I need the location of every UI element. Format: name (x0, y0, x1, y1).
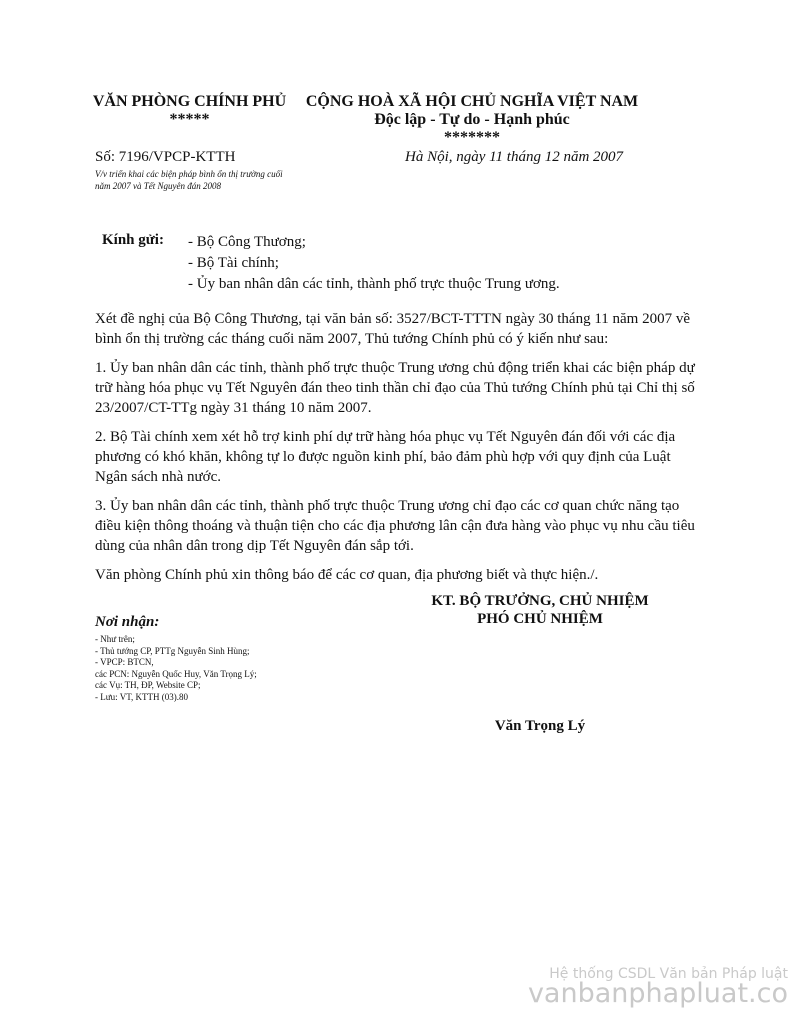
signature-block (430, 592, 650, 628)
document-number: Số: 7196/VPCP-KTTH (95, 149, 236, 165)
organization-name: VĂN PHÒNG CHÍNH PHỦ (92, 93, 287, 110)
distribution-item: - Lưu: VT, KTTH (03).80 (95, 691, 189, 702)
distribution-item: các Vụ: TH, ĐP, Website CP; (95, 680, 201, 690)
signature-position: PHÓ CHỦ NHIỆM (477, 611, 603, 627)
recipient-item: - Bộ Tài chính; (188, 255, 279, 271)
recipient-item: - Bộ Công Thương; (188, 234, 306, 250)
motto-stars: ******* (444, 129, 500, 146)
distribution-item: - VPCP: BTCN, (95, 657, 154, 667)
issuing-organization (82, 93, 297, 129)
body-paragraph: 3. Ủy ban nhân dân các tỉnh, thành phố trực thuộc Trung ương chỉ đạo các cơ quan chức năng tạo điều kiện thông thoáng và thuận tiện cho các địa phương lân cận đưa hàng vào phục vụ nhu cầu tiêu dùng của nhân dân trong dịp Tết Nguyên đán sắp tới. (95, 498, 695, 554)
recipients-label: Kính gửi: (102, 232, 164, 248)
recipient-item: - Ủy ban nhân dân các tỉnh, thành phố trực thuộc Trung ương. (188, 276, 560, 292)
body-paragraph: 2. Bộ Tài chính xem xét hỗ trợ kinh phí dự trữ hàng hóa phục vụ Tết Nguyên đán đối với các địa phương có khó khăn, không tự lo được nguồn kinh phí, bảo đảm phù hợp với quy định của Luật Ngân sách nhà nước. (95, 429, 676, 485)
national-title-block (302, 93, 642, 147)
document-body (95, 309, 700, 594)
place-and-date: Hà Nội, ngày 11 tháng 12 năm 2007 (405, 149, 624, 165)
distribution-item: các PCN: Nguyễn Quốc Huy, Văn Trọng Lý; (95, 668, 257, 679)
distribution-list (95, 634, 335, 703)
national-motto: Độc lập - Tự do - Hạnh phúc (374, 111, 570, 128)
document-subject: V/v triển khai các biện pháp bình ổn thị trường cuối năm 2007 và Tết Nguyên đán 2008 (95, 169, 283, 191)
body-paragraph: 1. Ủy ban nhân dân các tỉnh, thành phố trực thuộc Trung ương chủ động triển khai các biện pháp dự trữ hàng hóa phục vụ Tết Nguyên đán theo tinh thần chỉ đạo của Thủ tướng Chính phủ tại Chỉ thị số 23/2007/CT-TTg ngày 31 tháng 10 năm 2007. (95, 360, 695, 416)
national-title: CỘNG HOÀ XÃ HỘI CHỦ NGHĨA VIỆT NAM (305, 93, 639, 110)
body-paragraph: Xét đề nghị của Bộ Công Thương, tại văn bản số: 3527/BCT-TTTN ngày 30 tháng 11 năm 2007 về bình ổn thị trường các tháng cuối năm 2007, Thủ tướng Chính phủ có ý kiến như sau: (95, 311, 691, 347)
distribution-item: - Như trên; (95, 634, 135, 644)
distribution-title: Nơi nhận: (95, 614, 160, 630)
watermark-caption: Hệ thống CSDL Văn bản Pháp luật (549, 966, 788, 982)
distribution-item: - Thủ tướng CP, PTTg Nguyễn Sinh Hùng; (95, 645, 250, 656)
recipients-list (188, 232, 560, 295)
body-paragraph: Văn phòng Chính phủ xin thông báo để các cơ quan, địa phương biết và thực hiện./. (95, 567, 599, 583)
signer-name: Văn Trọng Lý (494, 718, 586, 734)
organization-stars: ***** (169, 111, 210, 128)
watermark-site: vanbanphapluat.co (527, 978, 788, 1009)
signature-authority: KT. BỘ TRƯỞNG, CHỦ NHIỆM (431, 593, 649, 609)
